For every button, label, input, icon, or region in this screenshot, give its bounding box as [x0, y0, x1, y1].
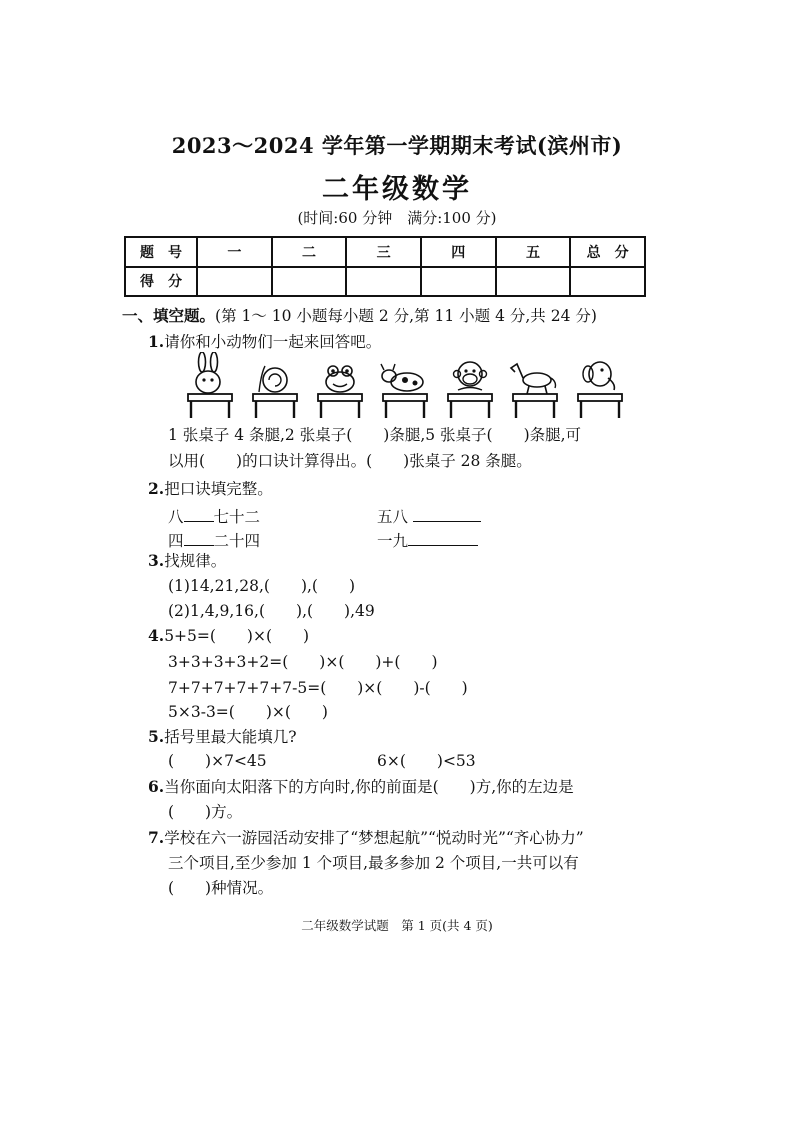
mnemonic-part: 八 [168, 508, 184, 526]
table-cell: 总 分 [570, 237, 645, 267]
exam-title: 2023～2024 学年第一学期期末考试(滨州市) [171, 133, 623, 158]
section-one-heading [122, 306, 597, 326]
question-4-line-4: 5×3-3=( )×( ) [168, 703, 328, 721]
score-table-score-row [125, 267, 645, 297]
mnemonic-item [377, 505, 481, 527]
inequality-left: ( )×7<45 [168, 752, 267, 770]
question-number: 7. [148, 828, 165, 847]
desk-snail-icon [253, 366, 297, 418]
mnemonic-part: 七十二 [213, 508, 261, 526]
section-note: (第 1～ 10 小题每小题 2 分,第 11 小题 4 分,共 24 分) [215, 307, 597, 325]
animal-desks-illustration [180, 352, 640, 420]
table-cell: 题 号 [125, 237, 197, 267]
desk-rabbit-icon [188, 352, 232, 418]
question-1-line-1: 1 张桌子 4 条腿,2 张桌子( )条腿,5 张桌子( )条腿,可 [168, 426, 582, 444]
score-cell[interactable] [197, 267, 272, 297]
page-footer: 二年级数学试题 第 1 页(共 4 页) [301, 918, 493, 933]
answer-blank[interactable] [184, 529, 214, 546]
mnemonic-item [168, 505, 260, 527]
score-cell[interactable] [346, 267, 421, 297]
question-text: 找规律。 [164, 552, 227, 570]
answer-blank[interactable] [184, 505, 214, 522]
score-cell[interactable] [421, 267, 496, 297]
question-number: 4. [148, 626, 165, 645]
question-7-line-2: 三个项目,至少参加 1 个项目,最多参加 2 个项目,一共可以有 [168, 854, 579, 872]
question-4-line-1 [148, 626, 309, 646]
score-table-header-row [125, 237, 645, 267]
question-3-line-2: (2)1,4,9,16,( ),( ),49 [168, 602, 375, 620]
mnemonic-part: 二十四 [213, 532, 261, 550]
question-1-title [148, 332, 381, 352]
time-info: (时间:60 分钟 满分:100 分) [297, 209, 497, 227]
mnemonic-item [377, 529, 478, 551]
question-number: 2. [148, 479, 165, 498]
mnemonic-item [168, 529, 260, 551]
question-6-line-2: ( )方。 [168, 803, 243, 821]
question-number: 1. [148, 332, 165, 351]
question-text: 括号里最大能填几? [164, 728, 297, 746]
question-1-line-2: 以用( )的口诀计算得出。( )张桌子 28 条腿。 [168, 452, 532, 470]
score-cell[interactable] [570, 267, 645, 297]
question-6-line-1 [148, 777, 574, 797]
question-3-title [148, 551, 226, 571]
desk-monkey-icon [448, 362, 492, 418]
desk-elephant-icon [578, 362, 622, 418]
question-2-title [148, 479, 273, 499]
question-number: 6. [148, 777, 165, 796]
question-number: 5. [148, 727, 165, 746]
score-cell[interactable] [272, 267, 347, 297]
question-3-line-1: (1)14,21,28,( ),( ) [168, 577, 356, 595]
question-number: 3. [148, 551, 165, 570]
score-table [124, 236, 646, 297]
mnemonic-part: 一九 [377, 532, 409, 550]
subject-title: 二年级数学 [322, 174, 472, 205]
mnemonic-part: 四 [168, 532, 184, 550]
question-text: 把口诀填完整。 [164, 480, 273, 498]
answer-blank[interactable] [408, 529, 478, 546]
question-4-line-2: 3+3+3+3+2=( )×( )+( ) [168, 653, 438, 671]
equation: 5+5=( )×( ) [164, 627, 310, 645]
question-text: 当你面向太阳落下的方向时,你的前面是( )方,你的左边是 [164, 778, 574, 796]
score-cell[interactable] [496, 267, 571, 297]
question-5-title [148, 727, 297, 747]
section-title: 一、填空题。 [122, 306, 216, 325]
question-text: 请你和小动物们一起来回答吧。 [164, 333, 382, 351]
mnemonic-part: 五八 [377, 508, 409, 526]
table-cell: 四 [421, 237, 496, 267]
question-text: 学校在六一游园活动安排了“梦想起航”“悦动时光”“齐心协力” [164, 829, 584, 847]
desk-cow-icon [381, 364, 427, 418]
question-7-line-3: ( )种情况。 [168, 879, 274, 897]
question-4-line-3: 7+7+7+7+7+7-5=( )×( )-( ) [168, 679, 468, 697]
table-cell: 得 分 [125, 267, 197, 297]
answer-blank[interactable] [413, 505, 481, 522]
table-cell: 三 [346, 237, 421, 267]
question-7-line-1 [148, 828, 584, 848]
desk-frog-icon [318, 366, 362, 418]
table-cell: 一 [197, 237, 272, 267]
table-cell: 二 [272, 237, 347, 267]
desk-horse-icon [511, 364, 557, 418]
inequality-right: 6×( )<53 [377, 752, 476, 770]
table-cell: 五 [496, 237, 571, 267]
